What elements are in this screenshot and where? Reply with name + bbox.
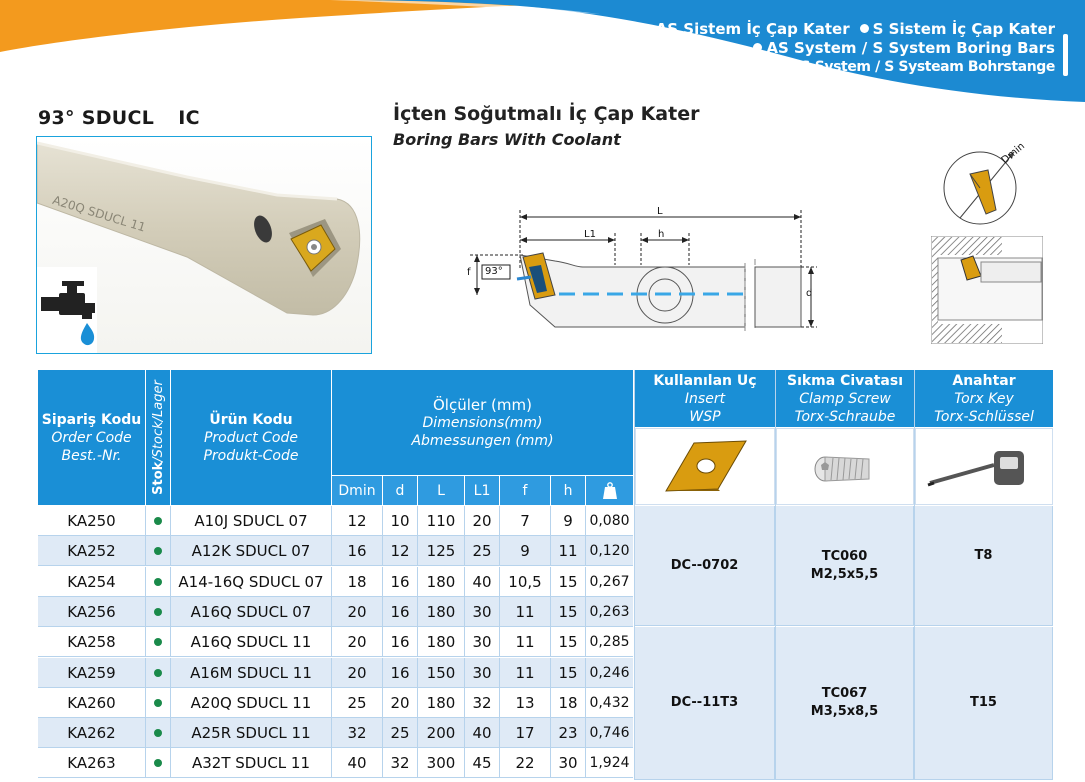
stock-status-dot: [146, 506, 170, 536]
stock-status-dot: [146, 718, 170, 748]
bore-section-diagram: [931, 236, 1043, 344]
title-english: Boring Bars With Coolant: [393, 130, 621, 149]
dim-label-f: f: [467, 267, 471, 278]
order-code-cell: KA262: [67, 724, 116, 743]
L-cell: 200: [426, 724, 456, 743]
header-torx-key: Anahtar Torx Key Torx-Schlüssel: [915, 370, 1053, 427]
d-cell: 12: [390, 542, 410, 561]
f-cell: 11: [515, 602, 535, 621]
weight-kg-icon: [586, 476, 633, 505]
product-code-cell: A16M SDUCL 11: [190, 663, 312, 682]
screw-cell-group-2: TC067 M3,5x8,5: [776, 627, 914, 780]
h-cell: 15: [558, 572, 578, 591]
header-dmin: Dmin: [332, 476, 382, 505]
h-cell: 23: [558, 724, 578, 743]
header-product-code: Ürün Kodu Product Code Produkt-Code: [171, 370, 331, 505]
insert-cell-group-2: DC--11T3: [635, 627, 775, 780]
model-suffix: IC: [178, 107, 200, 129]
order-code-cell: KA252: [67, 542, 116, 561]
stock-status-dot: [146, 536, 170, 566]
dim-label-dmin: Dmin: [999, 140, 1027, 167]
insert-image: [635, 428, 775, 505]
d-cell: 16: [390, 663, 410, 682]
dmin-cell: 20: [347, 663, 367, 682]
torx-key-icon: [916, 429, 1052, 504]
d-cell: 16: [390, 572, 410, 591]
header-f: f: [500, 476, 550, 505]
f-cell: 17: [515, 724, 535, 743]
stock-status-dot: [146, 748, 170, 778]
dim-label-L: L: [657, 206, 663, 217]
title-turkish: İçten Soğutmalı İç Çap Kater: [393, 103, 700, 125]
table-row: [38, 567, 633, 597]
L1-cell: 30: [472, 602, 492, 621]
order-code-cell: KA259: [67, 663, 116, 682]
L-cell: 180: [426, 633, 456, 652]
d-cell: 16: [390, 633, 410, 652]
model-title: [38, 107, 200, 129]
L-cell: 110: [426, 512, 456, 530]
L1-cell: 30: [472, 633, 492, 652]
h-cell: 9: [563, 512, 573, 530]
weight-cell: 1,924: [589, 755, 630, 772]
L1-cell: 40: [472, 572, 492, 591]
dim-label-L1: L1: [584, 229, 596, 240]
table-row: [38, 748, 633, 778]
header-stock: Stok/Stock/Lager: [146, 370, 170, 505]
weight-cell: 0,263: [589, 603, 630, 620]
d-cell: 25: [390, 724, 410, 743]
d-cell: 32: [390, 754, 410, 773]
header-insert: Kullanılan Uç Insert WSP: [635, 370, 775, 427]
L-cell: 300: [426, 754, 456, 773]
f-cell: 11: [515, 633, 535, 652]
product-code-cell: A32T SDUCL 11: [191, 754, 310, 773]
bar-engraving: A20Q SDUCL 11: [50, 193, 148, 235]
header-accent-bar: [1063, 34, 1068, 76]
boring-bar-illustration: [37, 137, 372, 354]
f-cell: 7: [520, 512, 530, 530]
header-d: d: [383, 476, 417, 505]
product-table: [38, 370, 1053, 780]
order-code-cell: KA256: [67, 602, 116, 621]
dmin-cell: 20: [347, 602, 367, 621]
L1-cell: 40: [472, 724, 492, 743]
header-L: L: [418, 476, 464, 505]
in-stock-dot-icon: [154, 759, 162, 767]
header-text: [633, 20, 1055, 77]
in-stock-dot-icon: [154, 699, 162, 707]
in-stock-dot-icon: [154, 608, 162, 616]
f-cell: 13: [515, 693, 535, 712]
bullet-icon: [753, 43, 762, 52]
dmin-cell: 16: [347, 542, 367, 561]
header-h: h: [551, 476, 585, 505]
header-line-2: AS System / S System Boring Bars: [633, 39, 1055, 58]
L-cell: 125: [426, 542, 456, 561]
key-image: [915, 428, 1053, 505]
bullet-icon: [643, 24, 652, 33]
h-cell: 15: [558, 663, 578, 682]
weight-cell: 0,432: [589, 694, 630, 711]
d-cell: 20: [390, 693, 410, 712]
stock-status-dot: [146, 688, 170, 718]
dim-label-d: d: [806, 288, 813, 299]
dmin-cell: 18: [347, 572, 367, 591]
L1-cell: 20: [472, 512, 492, 530]
h-cell: 18: [558, 693, 578, 712]
stock-status-dot: [146, 597, 170, 627]
d-cell: 16: [390, 602, 410, 621]
table-row: [38, 688, 633, 718]
L-cell: 180: [426, 572, 456, 591]
bullet-icon: [777, 61, 786, 70]
product-code-cell: A25R SDUCL 11: [191, 724, 311, 743]
key-cell-group-2: T15: [915, 627, 1053, 780]
L1-cell: 45: [472, 754, 492, 773]
dmin-cell: 25: [347, 693, 367, 712]
header-line-1: AS Sistem İç Çap Kater S Sistem İç Çap Kater: [633, 20, 1055, 39]
weight-cell: 0,267: [589, 573, 630, 590]
weight-cell: 0,746: [589, 725, 630, 742]
weight-cell: 0,080: [589, 513, 630, 529]
product-code-cell: A12K SDUCL 07: [191, 542, 311, 561]
L-cell: 180: [426, 693, 456, 712]
dmin-cell: 12: [347, 512, 367, 530]
in-stock-dot-icon: [154, 578, 162, 586]
f-cell: 22: [515, 754, 535, 773]
product-code-cell: A14-16Q SDUCL 07: [178, 572, 324, 591]
dmin-cell: 20: [347, 633, 367, 652]
weight-cell: 0,246: [589, 664, 630, 681]
stock-status-dot: [146, 658, 170, 688]
product-photo: [36, 136, 372, 354]
h-cell: 30: [558, 754, 578, 773]
L-cell: 150: [426, 663, 456, 682]
table-row: [38, 627, 633, 657]
order-code-cell: KA250: [67, 512, 116, 530]
bullet-icon: [860, 24, 869, 33]
product-code-cell: A10J SDUCL 07: [194, 512, 308, 530]
in-stock-dot-icon: [154, 669, 162, 677]
weight-kg-icon: [602, 482, 618, 500]
in-stock-dot-icon: [154, 517, 162, 525]
stock-status-dot: [146, 567, 170, 597]
h-cell: 15: [558, 602, 578, 621]
dim-label-h: h: [658, 229, 665, 240]
header-dimensions: Ölçüler (mm) Dimensions(mm) Abmessungen (mm): [332, 370, 633, 475]
insert-icon: [636, 429, 774, 504]
L1-cell: 32: [472, 693, 492, 712]
stock-status-dot: [146, 627, 170, 657]
order-code-cell: KA263: [67, 754, 116, 773]
d-cell: 10: [390, 512, 410, 530]
in-stock-dot-icon: [154, 638, 162, 646]
table-row: [38, 597, 633, 627]
weight-cell: 0,285: [589, 634, 630, 651]
f-cell: 9: [520, 542, 530, 561]
screw-image: [776, 428, 914, 505]
table-row: [38, 536, 633, 566]
weight-cell: 0,120: [589, 543, 630, 560]
product-code-cell: A16Q SDUCL 11: [190, 633, 312, 652]
product-code-cell: A16Q SDUCL 07: [190, 602, 312, 621]
table-row: [38, 718, 633, 748]
header-banner: [0, 0, 1085, 105]
h-cell: 15: [558, 633, 578, 652]
model-name: 93° SDUCL: [38, 107, 155, 129]
L1-cell: 25: [472, 542, 492, 561]
header-clamp-screw: Sıkma Civatası Clamp Screw Torx-Schraube: [776, 370, 914, 427]
header-order-code: Sipariş Kodu Order Code Best.-Nr.: [38, 370, 145, 505]
order-code-cell: KA258: [67, 633, 116, 652]
table-row: [38, 506, 633, 536]
table-row: [38, 658, 633, 688]
in-stock-dot-icon: [154, 729, 162, 737]
key-cell-group-1: T8: [915, 506, 1053, 626]
header-L1: L1: [465, 476, 499, 505]
technical-drawing: [455, 195, 830, 345]
f-cell: 11: [515, 663, 535, 682]
insert-cell-group-1: DC--0702: [635, 506, 775, 626]
dmin-cell: 40: [347, 754, 367, 773]
product-code-cell: A20Q SDUCL 11: [190, 693, 312, 712]
h-cell: 11: [558, 542, 578, 561]
L1-cell: 30: [472, 663, 492, 682]
dim-label-angle: 93°: [485, 266, 503, 277]
order-code-cell: KA260: [67, 693, 116, 712]
header-line-3: AS System / S Systeam Bohrstange: [633, 58, 1055, 77]
f-cell: 10,5: [508, 572, 542, 591]
L-cell: 180: [426, 602, 456, 621]
torx-screw-icon: [777, 429, 913, 504]
in-stock-dot-icon: [154, 547, 162, 555]
order-code-cell: KA254: [67, 572, 116, 591]
dmin-cell: 32: [347, 724, 367, 743]
screw-cell-group-1: TC060 M2,5x5,5: [776, 506, 914, 626]
